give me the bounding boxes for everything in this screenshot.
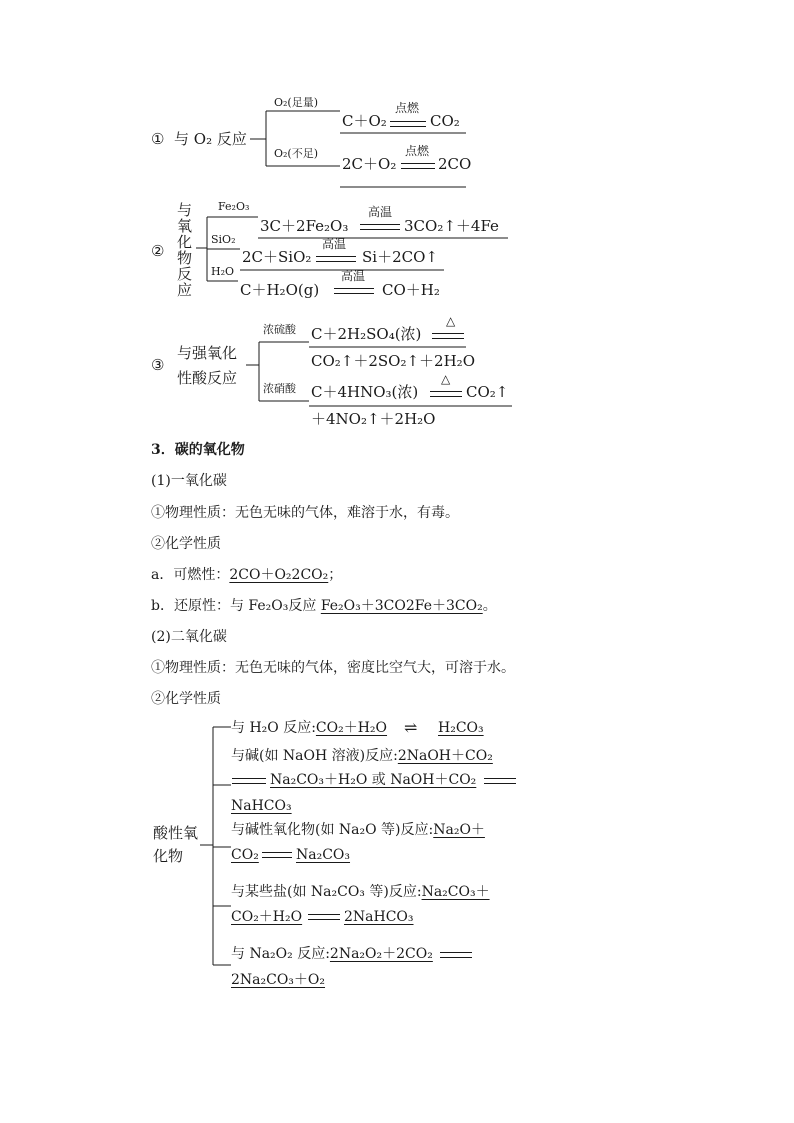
section-2-label-char: 氧 bbox=[177, 217, 193, 235]
section-1-label: 与 O₂ 反应 bbox=[174, 130, 247, 148]
equals-sign bbox=[390, 121, 426, 127]
co-reducing-label: b．还原性：与 Fe₂O₃反应 bbox=[151, 598, 321, 614]
equals-sign bbox=[334, 288, 374, 294]
eq4-left: 2C＋SiO₂ bbox=[242, 248, 312, 266]
co-reduction-equation: Fe₂O₃＋3CO2Fe＋3CO₂ bbox=[320, 598, 483, 614]
section-1-number: ① bbox=[151, 130, 165, 148]
equals-sign bbox=[232, 778, 266, 784]
co2-reaction-salt-product: 2NaHCO₃ bbox=[344, 909, 414, 925]
eq6-left: C＋2H₂SO₄(浓) bbox=[311, 325, 422, 343]
arrow-condition-high-temp: 高温 bbox=[322, 237, 347, 251]
condition-sio2: SiO₂ bbox=[211, 233, 236, 246]
section-2-label-char: 反 bbox=[177, 265, 193, 283]
subheading-co2: (2)二氧化碳 bbox=[151, 629, 227, 645]
equals-sign bbox=[432, 333, 464, 339]
condition-conc-h2so4: 浓硫酸 bbox=[263, 323, 296, 336]
co2-reaction-salt-left: CO₂＋H₂O bbox=[231, 909, 303, 925]
arrow-condition-high-temp: 高温 bbox=[368, 205, 393, 219]
reversible-arrow-icon: ⇌ bbox=[404, 718, 418, 737]
equals-sign bbox=[401, 163, 435, 169]
arrow-condition-ignite: 点燃 bbox=[395, 101, 420, 115]
co2-reaction-base-product: NaHCO₃ bbox=[231, 798, 292, 814]
co2-reaction-salt: 与某些盐(如 Na₂CO₃ 等)反应:Na₂CO₃＋ bbox=[231, 884, 490, 900]
arrow-condition-high-temp: 高温 bbox=[341, 269, 366, 283]
co-combustibility-line: a．可燃性：2CO＋O₂2CO₂； bbox=[151, 567, 343, 583]
eq7-line2: ＋4NO₂↑＋2H₂O bbox=[311, 410, 436, 428]
section-2-label-char: 物 bbox=[177, 249, 193, 267]
condition-conc-hno3: 浓硝酸 bbox=[263, 382, 296, 395]
equals-sign bbox=[430, 391, 462, 397]
co2-reaction-base: 与碱(如 NaOH 溶液)反应:2NaOH＋CO₂ bbox=[231, 748, 493, 764]
section-2-label-char: 应 bbox=[177, 281, 193, 299]
section-2-label-char: 与 bbox=[177, 201, 193, 219]
co2-reaction-peroxide: 与 Na₂O₂ 反应:2Na₂O₂＋2CO₂ bbox=[231, 946, 433, 962]
co2-tree-root: 化物 bbox=[153, 847, 184, 865]
eq7-right: CO₂↑ bbox=[466, 383, 509, 401]
co2-reaction-basic-oxide: 与碱性氧化物(如 Na₂O 等)反应:Na₂O＋ bbox=[231, 822, 485, 838]
eq3-right: 3CO₂↑＋4Fe bbox=[404, 217, 499, 235]
co2-reaction-peroxide-product: 2Na₂CO₃＋O₂ bbox=[231, 972, 326, 988]
co-combustion-equation: 2CO＋O₂2CO₂ bbox=[229, 567, 329, 583]
eq1-right: CO₂ bbox=[430, 112, 460, 130]
co2-physical-properties: ①物理性质：无色无味的气体，密度比空气大，可溶于水。 bbox=[151, 660, 515, 676]
equals-sign bbox=[484, 778, 516, 784]
co2-reaction-water-product: H₂CO₃ bbox=[438, 720, 484, 736]
equals-sign bbox=[308, 914, 340, 920]
eq5-left: C＋H₂O(g) bbox=[240, 281, 320, 299]
eq4-right: Si＋2CO↑ bbox=[362, 248, 438, 266]
equals-sign bbox=[440, 952, 472, 958]
eq5-right: CO＋H₂ bbox=[382, 281, 440, 299]
section-3-number: ③ bbox=[151, 356, 165, 374]
arrow-condition-heat: △ bbox=[441, 372, 451, 386]
section-2-label-char: 化 bbox=[177, 233, 193, 251]
co-physical-properties: ①物理性质：无色无味的气体，难溶于水，有毒。 bbox=[151, 505, 459, 521]
co-reducing-line: b．还原性：与 Fe₂O₃反应 Fe₂O₃＋3CO2Fe＋3CO₂。 bbox=[151, 598, 497, 614]
section-3-label: 性酸反应 bbox=[177, 369, 238, 387]
co2-reaction-water: 与 H₂O 反应:CO₂＋H₂O bbox=[231, 720, 388, 736]
co2-chemical-properties: ②化学性质 bbox=[151, 691, 221, 707]
eq3-left: 3C＋2Fe₂O₃ bbox=[260, 217, 349, 235]
subheading-co: (1)一氧化碳 bbox=[151, 473, 227, 489]
equals-sign bbox=[316, 256, 356, 262]
condition-h2o: H₂O bbox=[211, 265, 235, 278]
arrow-condition-heat: △ bbox=[446, 314, 456, 328]
eq7-left: C＋4HNO₃(浓) bbox=[311, 383, 419, 401]
eq6-line2: CO₂↑＋2SO₂↑＋2H₂O bbox=[311, 352, 475, 370]
co-combustibility-label: a．可燃性： bbox=[151, 567, 230, 583]
co2-reaction-basic-oxide-left: CO₂ bbox=[231, 847, 259, 863]
eq2-right: 2CO bbox=[438, 155, 472, 173]
heading-carbon-oxides: 3．碳的氧化物 bbox=[151, 442, 245, 458]
condition-fe2o3: Fe₂O₃ bbox=[218, 200, 250, 213]
condition-o2-insufficient: O₂(不足) bbox=[274, 147, 319, 160]
arrow-condition-ignite: 点燃 bbox=[405, 144, 430, 158]
co2-reaction-base-mid: Na₂CO₃＋H₂O 或 NaOH＋CO₂ bbox=[270, 772, 477, 788]
section-3-label: 与强氧化 bbox=[177, 344, 238, 362]
co2-tree-root: 酸性氧 bbox=[153, 824, 199, 842]
eq2-left: 2C＋O₂ bbox=[342, 155, 397, 173]
co-chemical-properties: ②化学性质 bbox=[151, 536, 221, 552]
eq1-left: C＋O₂ bbox=[342, 112, 387, 130]
condition-o2-sufficient: O₂(足量) bbox=[274, 96, 319, 109]
co2-reaction-basic-oxide-product: Na₂CO₃ bbox=[296, 847, 351, 863]
equals-sign bbox=[360, 224, 400, 230]
section-2-number: ② bbox=[151, 242, 165, 260]
equals-sign bbox=[262, 852, 292, 858]
